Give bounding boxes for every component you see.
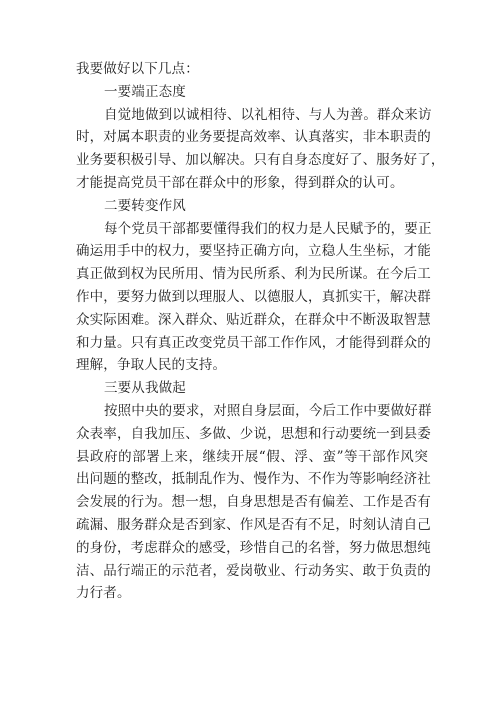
paragraph-line: 每个党员干部都要懂得我们的权力是人民赋予的，要正: [104, 220, 432, 237]
intro-line: 我要做好以下几点：: [76, 61, 199, 77]
section-heading: 一要端正态度: [104, 83, 186, 100]
section-heading: 三要从我做起: [104, 380, 186, 397]
paragraph-line: 的身份，考虑群众的感受，珍惜自己的名誉，努力做思想纯: [76, 539, 431, 556]
paragraph-line: 县政府的部署上来，继续开展“假、浮、蛮”等干部作风突: [76, 448, 428, 465]
paragraph-line: 众表率，自我加压、多做、少说，思想和行动要统一到县委: [76, 425, 431, 442]
paragraph-line: 和力量。只有真正改变党员干部工作作风，才能得到群众的: [76, 334, 431, 351]
paragraph-line: 业务要积极引导、加以解决。只有自身态度好了、服务好了，: [76, 152, 445, 169]
section-heading: 二要转变作风: [104, 197, 186, 214]
paragraph-line: 确运用手中的权力，要坚持正确方向，立稳人生坐标，才能: [76, 243, 431, 260]
paragraph-line: 作中，要努力做到以理服人、以德服人，真抓实干，解决群: [76, 288, 431, 305]
paragraph-line: 自觉地做到以诚相待、以礼相待、与人为善。群众来访: [104, 106, 432, 123]
paragraph-line: 按照中央的要求，对照自身层面，今后工作中要做好群: [104, 402, 432, 419]
paragraph-line: 疏漏、服务群众是否到家、作风是否有不足，时刻认清自己: [76, 516, 431, 533]
paragraph-line: 洁、品行端正的示范者，爱岗敬业、行动务实、敢于负责的: [76, 562, 431, 579]
paragraph-line: 会发展的行为。想一想，自身思想是否有偏差、工作是否有: [76, 494, 431, 511]
document-body: [76, 58, 445, 605]
paragraph-line: 出问题的整改，抵制乱作为、慢作为、不作为等影响经济社: [76, 471, 431, 488]
paragraph-line: 时，对属本职责的业务要提高效率、认真落实，非本职责的: [76, 129, 431, 146]
paragraph-line: 理解，争取人民的支持。: [76, 357, 227, 374]
paragraph-line: 众实际困难。深入群众、贴近群众，在群众中不断汲取智慧: [76, 311, 431, 328]
paragraph-line: 才能提高党员干部在群众中的形象，得到群众的认可。: [76, 174, 404, 191]
paragraph-line: 真正做到权为民所用、情为民所系、利为民所谋。在今后工: [76, 266, 431, 283]
paragraph-line: 力行者。: [76, 585, 131, 602]
